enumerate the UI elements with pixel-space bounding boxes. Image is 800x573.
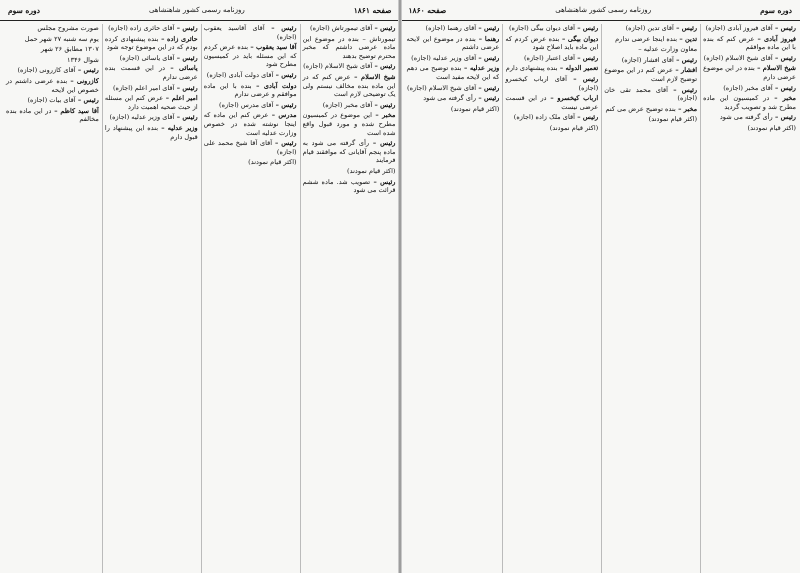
paragraph-text: در این ماده بنده مخالفم [6, 106, 99, 124]
paragraph [604, 56, 697, 65]
paragraph-text: آقای شیخ الاسلام (اجازه) [407, 83, 477, 92]
speaker-name: رهنما – [475, 34, 500, 43]
paragraph [6, 77, 99, 94]
paragraph-text: در این قسمت عرضی نیست [505, 94, 599, 111]
speaker-name: رئیس – [75, 66, 99, 75]
paragraph [303, 167, 396, 176]
paragraph-text: این موضوع در کمیسیون مطرح شده و مورد قبول واقع شده است [302, 111, 396, 137]
paragraph-text: آقای ملک زاده (اجازه) [513, 113, 575, 122]
paragraph [604, 24, 697, 33]
paragraph [703, 84, 796, 93]
speaker-name: رئیس – [476, 94, 500, 103]
speaker-name: آقا سید کاظم – [51, 106, 99, 115]
paragraph-text: آقای حائری زاده (اجازه) [108, 24, 175, 32]
paragraph-text: (اکثر قیام نمودند) [549, 123, 599, 132]
paragraph [105, 35, 198, 52]
paragraph-text: شوال ۱۳۴۶ [67, 55, 99, 64]
paragraph [604, 45, 697, 54]
paragraph [105, 94, 198, 111]
paragraph-text: آقای یاسائی (اجازه) [119, 53, 175, 62]
speaker-name: رئیس – [369, 139, 396, 148]
paragraph-text: یوم سه شنبه ۲۷ شهر حمل [24, 34, 99, 43]
paragraph [407, 84, 500, 93]
paragraph-text: آقای مخبر (اجازه) [322, 100, 373, 109]
paragraph-text: بنده عرض کردم که این مسئله باید در کمیسیون مطرح شود [203, 43, 297, 69]
speaker-name: رئیس – [668, 85, 698, 94]
paragraph [604, 105, 697, 114]
right-header-term: دوره سوم [760, 5, 792, 15]
paragraph-text: بنده این پیشنهاد را قبول دارم [104, 123, 198, 141]
paragraph-text: عرض کنم این ماده که اینجا نوشته شده در خصوص وزارت عدلیه است [203, 111, 297, 137]
speaker-name: فیروز آبادی – [754, 34, 796, 43]
paragraph-text: (اکثر قیام نمودند) [248, 158, 297, 167]
paragraph [303, 73, 396, 99]
paragraph [105, 84, 198, 93]
paragraph-text: عرض کنم در این موضوع توضیح لازم است [604, 66, 698, 83]
left-header-title: روزنامه رسمی کشور شاهنشاهی [148, 6, 245, 14]
right-columns [401, 21, 800, 573]
paragraph-text: بنده عرض کردم که این ماده باید اصلاح شود [505, 34, 599, 52]
paragraph-text: آقای بیات (اجازه) [27, 96, 76, 105]
speaker-name: حائری زاده – [158, 34, 198, 43]
paragraph [303, 101, 396, 110]
paragraph [6, 35, 99, 44]
right-column-2 [601, 24, 697, 573]
paragraph-text: بنده در موضوع این لایحه عرضی داشتم [406, 34, 500, 52]
speaker-name: وزیر عدلیه – [158, 123, 198, 132]
paragraph [505, 54, 598, 63]
speaker-name: مخبر – [675, 104, 698, 113]
paragraph-text: بنده توضیح می دهم که این لایحه مفید است [406, 64, 500, 81]
left-header-term: دوره سوم [8, 5, 40, 15]
paragraph [505, 124, 598, 133]
paragraph-text: عرض کنم این مسئله از حیث صحیه اهمیت دارد [104, 94, 198, 111]
speaker-name: رئیس – [273, 100, 297, 109]
paragraph-text: (اکثر قیام نمودند) [347, 166, 396, 175]
speaker-name: رئیس – [272, 139, 297, 148]
paragraph-text: عرض کنم که در این ماده بنده مخالف نیستم ولی یک توضیحی لازم است [302, 72, 396, 99]
paragraph-text: آقای دولت آبادی (اجازه) [206, 70, 274, 79]
paragraph-text: رأی گرفته می شود [719, 113, 773, 122]
paragraph-text: بنده عرضی داشتم در خصوص این لایحه [6, 76, 99, 94]
paragraph [105, 113, 198, 122]
paragraph [303, 111, 396, 137]
speaker-name: وزیر عدلیه – [461, 64, 500, 73]
paragraph-text: آقای مخبر (اجازه) [723, 83, 773, 92]
paragraph [407, 24, 500, 33]
paragraph [105, 54, 198, 63]
paragraph [407, 54, 500, 63]
paragraph [6, 56, 99, 65]
speaker-name: رئیس – [372, 62, 396, 71]
paragraph [6, 24, 99, 33]
paragraph [6, 45, 99, 54]
speaker-name: رئیس – [772, 24, 796, 32]
paragraph [407, 94, 500, 103]
speaker-name: رئیس – [574, 24, 599, 32]
paragraph-text: (اکثر قیام نمودند) [747, 123, 796, 132]
speaker-name: رئیس – [476, 53, 500, 62]
paragraph [105, 24, 198, 33]
paragraph-text: آقای وزیر عدلیه (اجازه) [109, 113, 175, 122]
left-page-header [0, 0, 400, 21]
paragraph-text: آقای شیخ الاسلام (اجازه) [303, 62, 373, 71]
right-header-title: روزنامه رسمی کشور شاهنشاهی [555, 6, 652, 14]
paragraph [105, 64, 198, 81]
paragraph [204, 111, 297, 137]
paragraph [703, 24, 796, 33]
speaker-name: رئیس – [476, 83, 500, 92]
right-page-header [401, 0, 800, 21]
paragraph [6, 66, 99, 75]
speaker-name: ارباب کیخسرو – [546, 94, 599, 103]
paragraph [505, 113, 598, 122]
paragraph [703, 113, 796, 122]
speaker-name: رئیس – [264, 24, 297, 32]
speaker-name: رئیس – [772, 113, 796, 122]
right-column-1 [700, 24, 796, 573]
paragraph-text: آقای کازرونی (اجازه) [17, 66, 76, 75]
paragraph-text: آقای آقا شیخ محمد علی (اجازه) [203, 139, 297, 156]
paragraph-text: در کمیسیون این ماده مطرح شد و تصویب گردید [703, 94, 796, 111]
paragraph-text: بنده در این موضوع عرضی دارم [703, 64, 796, 81]
paragraph [703, 124, 796, 133]
speaker-name: مخبر – [371, 111, 396, 120]
speaker-name: رئیس – [673, 24, 698, 32]
speaker-name: یاسائی – [165, 64, 198, 73]
paragraph-text: آقای رهنما (اجازه) [425, 24, 477, 32]
paragraph [6, 107, 99, 124]
paragraph-text: رأی گرفته می شود [423, 94, 477, 103]
paragraph [204, 24, 297, 41]
paragraph-text: آقای محمد تقی خان (اجازه) [604, 85, 698, 103]
paragraph-text: آقای تدین (اجازه) [625, 24, 674, 32]
paragraph-text: آقای اعتبار (اجازه) [523, 53, 575, 62]
paragraph [407, 105, 500, 114]
paragraph [407, 64, 500, 81]
paragraph-text: تصویب شد. ماده ششم قرائت می شود [302, 177, 396, 195]
paragraph-text: بنده پیشنهادی دارم [505, 64, 558, 73]
paragraph [204, 101, 297, 110]
speaker-name: رئیس – [372, 24, 396, 32]
paragraph-text: آقای مدرس (اجازه) [219, 100, 274, 109]
paragraph [505, 75, 598, 92]
speaker-name: دولت آبادی – [251, 81, 297, 90]
paragraph [407, 35, 500, 52]
paragraph [703, 54, 796, 63]
left-column-2 [201, 24, 297, 573]
paragraph-text: آقای امیر اعلم (اجازه) [112, 83, 175, 92]
right-column-3 [502, 24, 598, 573]
speaker-name: آقا سید یعقوب – [248, 43, 297, 52]
paragraph-text: تیمورتاش – بنده در موضوع این ماده عرضی داشتم که مخبر محترم توضیح بدهند [302, 34, 396, 60]
paragraph-text: (اکثر قیام نمودند) [450, 104, 500, 113]
paragraph-text: آقای آقاسید یعقوب (اجازه) [203, 24, 297, 41]
paragraph [505, 94, 598, 111]
paragraph [204, 71, 297, 80]
left-column-3 [102, 24, 198, 573]
paragraph [204, 158, 297, 167]
paragraph-text: آقای فیروز آبادی (اجازه) [705, 24, 773, 32]
speaker-name: رئیس – [476, 24, 500, 32]
speaker-name: دیوان بیگی – [559, 34, 599, 43]
paragraph-text: صورت مشروح مجلس [37, 24, 99, 32]
paragraph [505, 35, 598, 52]
paragraph-text: در این قسمت بنده عرضی ندارم [104, 64, 198, 81]
paragraph [604, 86, 697, 103]
paragraph-text: بنده اینجا عرضی ندارم [615, 34, 678, 43]
speaker-name: رئیس – [75, 96, 99, 105]
paragraph [303, 35, 396, 61]
speaker-name: رئیس – [566, 74, 599, 83]
speaker-name: رئیس – [574, 113, 599, 122]
paragraph-text: آقای دیوان بیگی (اجازه) [508, 24, 575, 32]
paragraph-text: رأی گرفته می شود به ماده پنجم آقایانی که موافقند قیام فرمایند [302, 139, 396, 165]
left-header-page-number: صفحه ۱۸۶۱ [353, 5, 392, 15]
paragraph [6, 96, 99, 105]
paragraph [303, 62, 396, 71]
paragraph-text: آقای شیخ الاسلام (اجازه) [703, 53, 773, 62]
speaker-name: افشار – [672, 66, 698, 75]
speaker-name: رئیس – [174, 83, 198, 92]
speaker-name: رئیس – [574, 53, 599, 62]
speaker-name: رئیس – [772, 53, 796, 62]
paragraph [703, 94, 796, 111]
left-column-4 [4, 24, 99, 573]
paragraph-text: بنده با این ماده موافقم و عرضی ندارم [203, 81, 297, 99]
paragraph [604, 35, 697, 44]
speaker-name: شیخ الاسلام – [754, 64, 796, 73]
paragraph [703, 35, 796, 52]
speaker-name: کازرونی – [67, 76, 99, 85]
speaker-name: امیر اعلم – [163, 94, 198, 103]
paragraph [204, 82, 297, 99]
paragraph-text: آقای ارباب کیخسرو (اجازه) [505, 74, 599, 92]
paragraph [505, 64, 598, 73]
speaker-name: مخبر – [769, 94, 796, 103]
speaker-name: رئیس – [174, 24, 198, 32]
book-gutter [398, 0, 402, 573]
right-column-4 [405, 24, 500, 573]
speaker-name: رئیس – [174, 113, 198, 122]
paragraph [303, 139, 396, 165]
paragraph [303, 24, 396, 33]
paragraph [204, 43, 297, 69]
paragraph-text: آقای وزیر عدلیه (اجازه) [411, 53, 477, 62]
left-column-1 [300, 24, 396, 573]
paragraph-text: بنده پیشنهادی کرده بودم که در این موضوع توجه شود [104, 34, 198, 52]
paragraph-text: ۱۳۰۷ مطابق ۲۶ شهر [40, 45, 99, 54]
speaker-name: تدین – [677, 34, 698, 43]
speaker-name: شیخ الاسلام – [350, 72, 396, 81]
speaker-name: رئیس – [370, 177, 396, 186]
paragraph-text: آقای افشار (اجازه) [621, 55, 674, 64]
paragraph [604, 66, 697, 83]
speaker-name: رئیس – [772, 83, 796, 92]
paragraph [303, 178, 396, 195]
paragraph-text: بنده توضیح عرض می کنم [605, 104, 676, 113]
right-header-page-number: صفحه ۱۸۶۰ [408, 5, 447, 15]
paragraph-text: (اکثر قیام نمودند) [648, 115, 698, 124]
paragraph [604, 115, 697, 124]
speaker-name: رئیس – [673, 55, 698, 64]
speaker-name: رئیس – [273, 70, 297, 79]
right-page [401, 0, 800, 573]
paragraph [204, 139, 297, 156]
speaker-name: رئیس – [174, 53, 198, 62]
paragraph [703, 64, 796, 81]
paragraph-text: آقای تیمورتاش (اجازه) [310, 24, 373, 32]
left-columns [0, 21, 400, 573]
paragraph-text: معاون وزارت عدلیه – [638, 45, 698, 54]
speaker-name: مدرس – [268, 111, 297, 120]
paragraph-text: عرض کنم که بنده با این ماده موافقم [703, 34, 796, 52]
speaker-name: رئیس – [372, 100, 396, 109]
speaker-name: تعمیر الدوله – [557, 64, 599, 73]
paragraph [505, 24, 598, 33]
paragraph [105, 124, 198, 141]
